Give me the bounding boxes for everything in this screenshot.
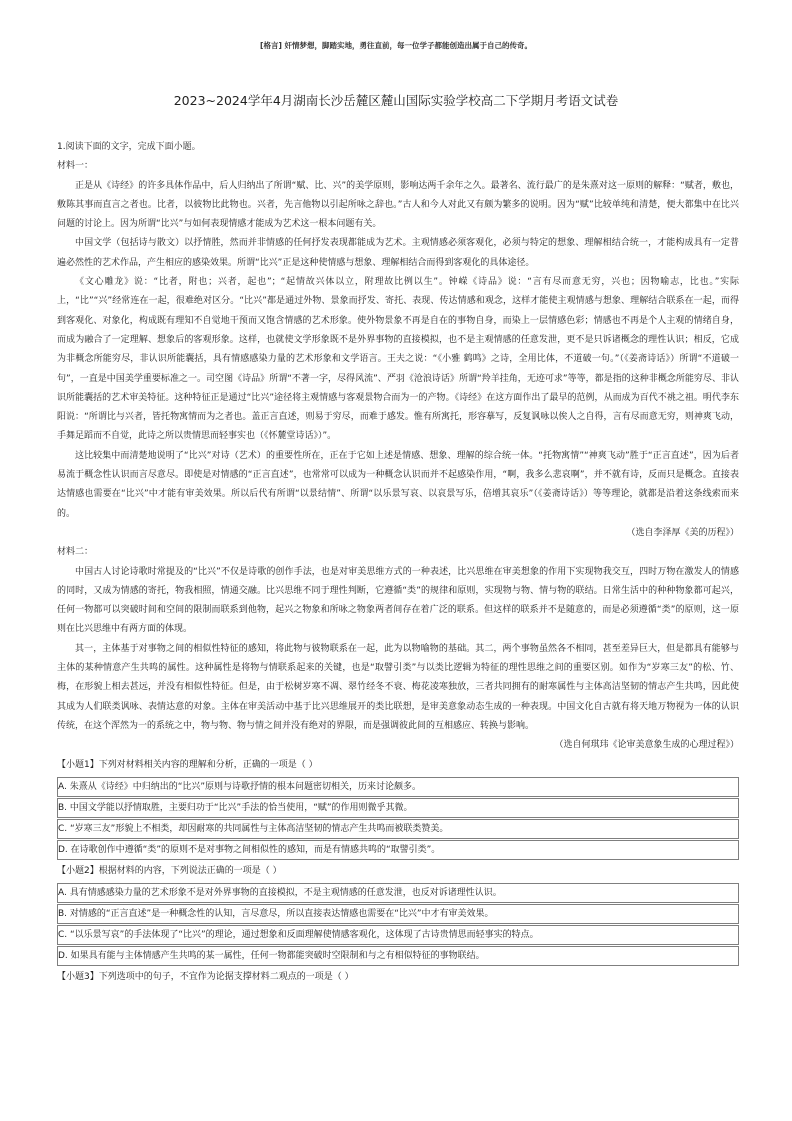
material1-paragraph: 正是从《诗经》的许多具体作品中，后人归纳出了所谓“赋、比、兴”的美学原则，影响达两千余年之久。最著名、流行最广的是朱熹对这一原则的解释：“赋者，敷也，敷陈其事而直言之者也。比者，以彼物比此物也。兴者，先言他物以引起所咏之辞也。”古人和今人对此又有颇为繁多的说明。因为“赋”比较单纯和清楚，便大都集中在比兴问题的讨论上。因为所谓“比兴”与如何表现情感才能成为艺术这一根本问题有关。 — [57, 180, 739, 230]
material1-paragraph: 《文心雕龙》说：“比者，附也；兴者，起也”；“起情故兴体以立，附理故比例以生”。钟嵘《诗品》说：“言有尽而意无穷，兴也；因物喻志，比也。”实际上，“比”“兴”经常连在一起，很难绝对区分。“比兴”都是通过外物、景象而抒发、寄托、表现、传达情感和观念，这样才能使主观情感与想象、理解结合联系在一起，而得到客观化、对象化，构成既有理知不自觉地干预而又饱含情感的艺术形象。使外物景象不再是自在的事物自身，而染上一层情感色彩；情感也不再是个人主观的情绪自身，而成为融合了一定理解、想象后的客观形象。这样，也就使文学形象既不是外界事物的直接模拟，也不是主观情感的任意发泄，更不是只诉诸概念的理性认识；相反，它成为非概念所能穷尽，非认识所能囊括，具有情感感染力量的艺术形象和文学语言。王夫之说：“《小雅 鹤鸣》之诗，全用比体，不道破一句。”（《姜斋诗话》）所谓“不道破一句”，一直是中国美学重要标准之一。司空图《诗品》所谓“不著一字，尽得风流”、严羽《沧浪诗话》所谓“羚羊挂角，无迹可求”等等，都是指的这种非概念所能穷尽、非认识所能囊括的艺术审美特征。这种特征正是通过“比兴”途径将主观情感与客观景物合而为一的产物。《诗经》在这方面作出了最早的范例，从而成为百代不祧之祖。明代李东阳说：“所谓比与兴者，皆托物寓情而为之者也。盖正言直述，则易于穷尽，而难于感发。惟有所寓托，形容摹写，反复讽咏以俟人之自得，言有尽而意无穷，则神爽飞动，手舞足蹈而不自觉，此诗之所以贵情思而轻事实也（《怀麓堂诗话》）”。 — [57, 277, 739, 442]
question-1-stem: 【小题1】下列对材料相关内容的理解和分析，正确的一项是（ ） — [57, 759, 318, 770]
material1-source: （选自李泽厚《美的历程》） — [626, 527, 739, 538]
material1-paragraph: 中国文学（包括诗与散文）以抒情胜，然而并非情感的任何抒发表现都能成为艺术。主观情感必须客观化，必须与特定的想象、理解相结合统一，才能构成具有一定普遍必然性的艺术作品，产生相应的感染效果。所谓“比兴”正是这种使情感与想象、理解相结合而得到客观化的具体途径。 — [57, 238, 739, 268]
question-1-options — [57, 777, 739, 860]
document-body — [57, 138, 739, 987]
question-1-option-b[interactable]: B. 中国文学能以抒情取胜，主要归功于“比兴”手法的恰当使用，“赋”的作用则微乎其微。 — [57, 798, 739, 818]
question-1-option-d[interactable]: D. 在诗歌创作中遵循“类”的原则不是对事物之间相似性的感知，而是有情感共鸣的“取譬引类”。 — [57, 840, 739, 860]
question-2-options — [57, 883, 739, 966]
question-2-option-a[interactable]: A. 具有情感感染力量的艺术形象不是对外界事物的直接模拟，不是主观情感的任意发泄，也反对诉诸理性认识。 — [57, 883, 739, 903]
instruction-text: 1.阅读下面的文字，完成下面小题。 — [57, 142, 201, 152]
question-2-option-d[interactable]: D. 如果具有能与主体情感产生共鸣的某一属性，任何一物都能突破时空限制和与之有相似特征的事物联结。 — [57, 946, 739, 966]
material1-label: 材料一： — [57, 161, 94, 172]
page-title: 2023~2024学年4月湖南长沙岳麓区麓山国际实验学校高二下学期月考语文试卷 — [173, 93, 619, 108]
question-2-option-b[interactable]: B. 对情感的“正言直述”是一种概念性的认知，言尽意尽，所以直接表达情感也需要在“比兴”中才有审美效果。 — [57, 904, 739, 924]
material2-paragraph: 其一，主体基于对事物之间的相似性特征的感知，将此物与彼物联系在一起，此为以物喻物的基础。其二，两个事物虽然各不相同，甚至差异巨大，但是都具有能够与主体的某种情意产生共鸣的属性。这种属性是将物与情联系起来的关键，也是“取譬引类”与以类比逻辑为特征的理性思维之间的重要区别。如作为“岁寒三友”的松、竹、梅，在形貌上相去甚远，并没有相似性特征。但是，由于松树岁寒不凋、翠竹经冬不衰、梅花凌寒独放，三者共同拥有的耐寒属性与主体高洁坚韧的情志产生共鸣，因此使其成为人们联类讽咏、表情达意的对象。主体在审美活动中基于比兴思维展开的类比联想，是审美意象动态生成的一种表现。中国文化自古就有将天地万物视为一体的认识传统，在这个浑然为一的系统之中，物与物、物与情之间并没有绝对的界限，而是强调彼此间的互相感应、转换与影响。 — [57, 643, 739, 731]
question-1-option-a[interactable]: A. 朱熹从《诗经》中归纳出的“比兴”原则与诗歌抒情的根本问题密切相关，历来讨论颇多。 — [57, 777, 739, 797]
material2-source: （选自何琪玮《论审美意象生成的心理过程》） — [554, 740, 739, 751]
material2-label: 材料二： — [57, 547, 94, 558]
question-3-stem: 【小题3】下列选项中的句子，不宜作为论据支撑材料二观点的一项是（ ） — [57, 972, 354, 983]
material1-paragraph: 这比较集中而清楚地说明了“比兴”对诗（艺术）的重要性所在，正在于它如上述是情感、想象、理解的综合统一体。“托物寓情”“神爽飞动”胜于“正言直述”，因为后者易流于概念性认识而言尽意尽。即使是对情感的“正言直述”，也常常可以成为一种概念认识而并不起感染作用，“啊，我多么悲哀啊”，并不就有诗，反而只是概念。直接表达情感也需要在“比兴”中才能有审美效果。所以后代有所谓“以景结情”、所谓“以乐景写哀、以哀景写乐，倍增其哀乐”（《姜斋诗话》）等等理论，就都是沿着这条线索而来的。 — [57, 450, 739, 519]
question-2-stem: 【小题2】根据材料的内容，下列说法正确的一项是（ ） — [57, 865, 282, 876]
question-1-option-c[interactable]: C. “岁寒三友”形貌上不相类，却因耐寒的共同属性与主体高洁坚韧的情志产生共鸣而被联类赞美。 — [57, 819, 739, 839]
question-2-option-c[interactable]: C. “以乐景写哀”的手法体现了“比兴”的理论，通过想象和反面理解使情感客观化，这体现了古诗贵情思而轻事实的特点。 — [57, 925, 739, 945]
material2-paragraph: 中国古人讨论诗歌时常提及的“比兴”不仅是诗歌的创作手法，也是对审美思维方式的一种表述，比兴思维在审美想象的作用下实现物我交互，四时万物在激发人的情感的同时，又成为情感的寄托，物我相照，情通交融。比兴思维不同于理性判断，它遵循“类”的规律和原则，实现物与物、情与物的联结。日常生活中的种种物象都可起兴，任何一物都可以突破时间和空间的限制而联系到他物，起兴之物象和所咏之物象两者间存在着广泛的联系。但这样的联系并不是随意的，而是必须遵循“类”的原则，这一原则在比兴思维中有两方面的体现。 — [57, 566, 739, 635]
motto-header: [格言] 奸情梦想，脚踏实地，勇往直前，每一位学子都能创造出属于自己的传奇。 — [260, 41, 532, 50]
